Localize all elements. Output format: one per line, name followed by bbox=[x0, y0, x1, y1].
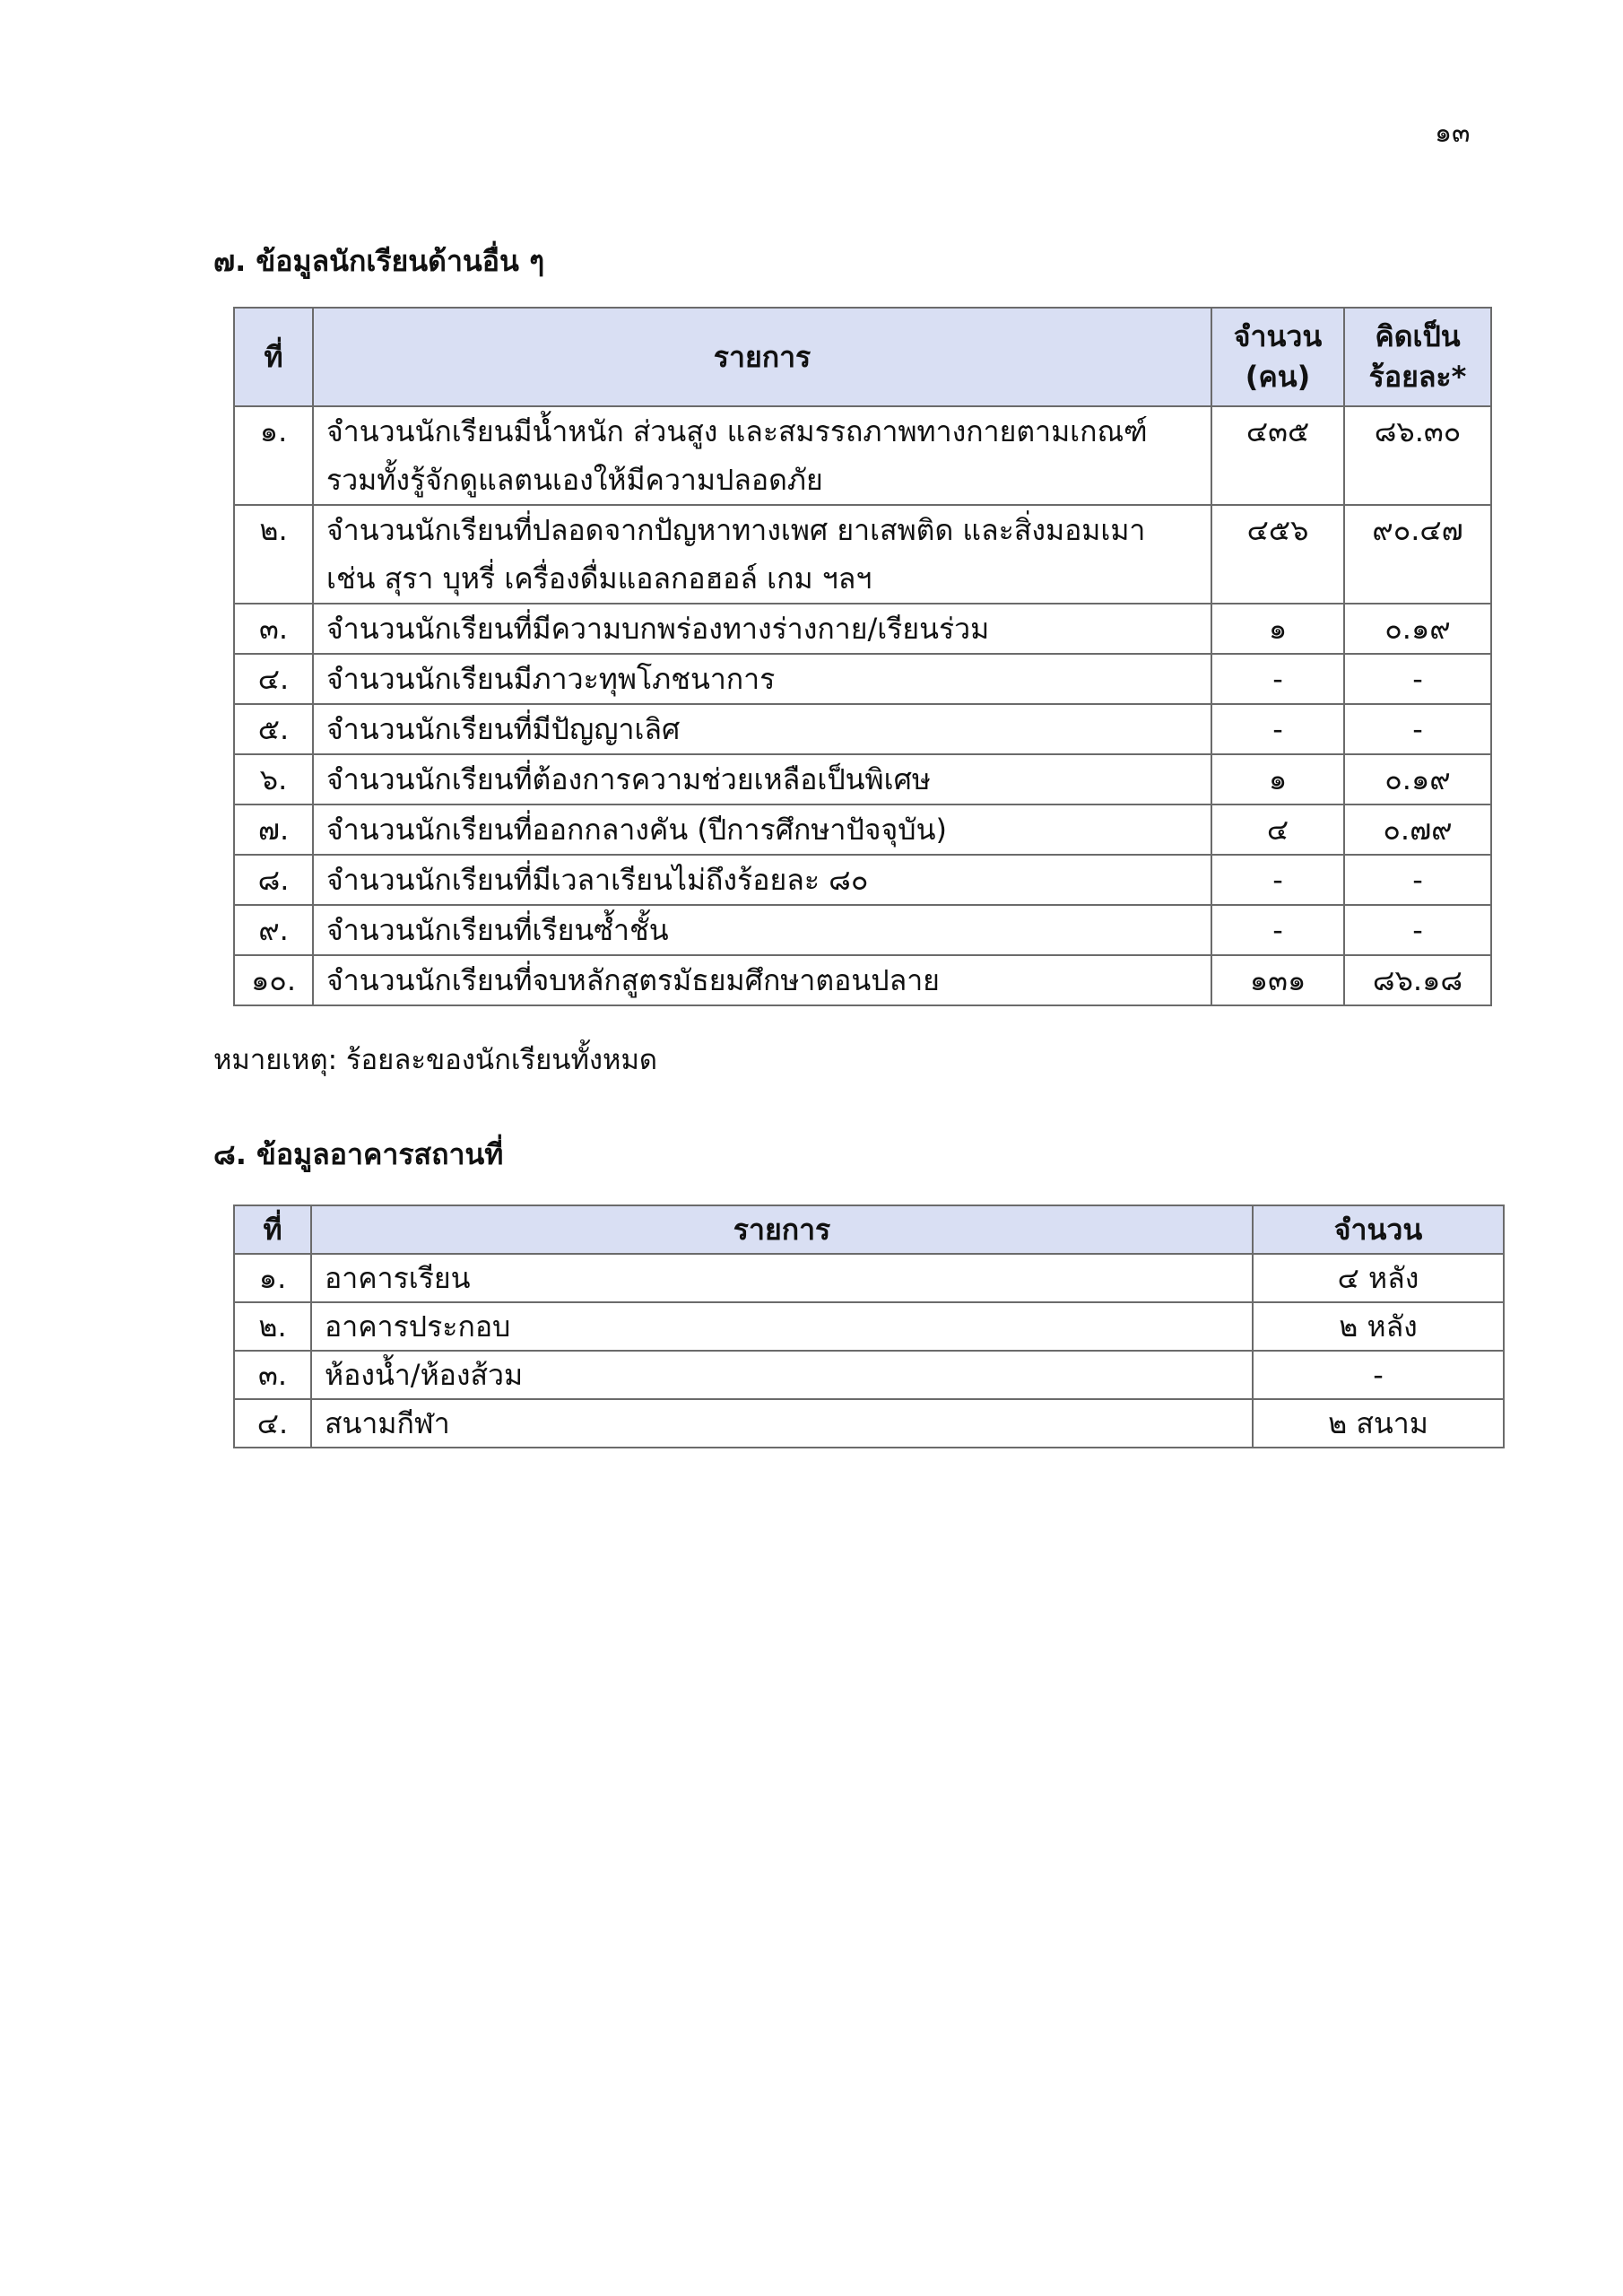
row-count: - bbox=[1211, 905, 1344, 955]
row-count: ๔๕๖ bbox=[1211, 505, 1344, 604]
row-no: ๕. bbox=[234, 704, 313, 754]
table-row bbox=[234, 1302, 1504, 1351]
header-count-line1: จำนวน bbox=[1233, 319, 1323, 354]
row-no: ๔. bbox=[234, 1399, 311, 1448]
row-item: จำนวนนักเรียนที่มีเวลาเรียนไม่ถึงร้อยละ ๘๐ bbox=[313, 855, 1211, 905]
row-no: ๗. bbox=[234, 804, 313, 855]
row-no: ๖. bbox=[234, 754, 313, 804]
row-percent: - bbox=[1344, 654, 1491, 704]
header-count-line2: (คน) bbox=[1245, 360, 1311, 394]
row-no: ๑. bbox=[234, 1254, 311, 1302]
header-no: ที่ bbox=[234, 308, 313, 406]
row-percent: - bbox=[1344, 855, 1491, 905]
row-item: จำนวนนักเรียนที่เรียนซ้ำชั้น bbox=[313, 905, 1211, 955]
student-info-table bbox=[233, 307, 1492, 1006]
row-percent: ๘๖.๑๘ bbox=[1344, 955, 1491, 1005]
table-note: หมายเหตุ: ร้อยละของนักเรียนทั้งหมด bbox=[213, 1044, 658, 1076]
header-no: ที่ bbox=[234, 1205, 311, 1254]
building-info-table bbox=[233, 1205, 1505, 1448]
row-percent: ๐.๑๙ bbox=[1344, 754, 1491, 804]
row-no: ๒. bbox=[234, 1302, 311, 1351]
row-no: ๑. bbox=[234, 406, 313, 505]
table-row bbox=[234, 505, 1491, 604]
row-no: ๑๐. bbox=[234, 955, 313, 1005]
header-percent-line1: คิดเป็น bbox=[1375, 319, 1461, 354]
row-percent: ๐.๗๙ bbox=[1344, 804, 1491, 855]
row-item: อาคารประกอบ bbox=[311, 1302, 1253, 1351]
table-row bbox=[234, 1254, 1504, 1302]
row-count: ๔ bbox=[1211, 804, 1344, 855]
row-no: ๓. bbox=[234, 1351, 311, 1399]
row-count: - bbox=[1253, 1351, 1504, 1399]
section-7-title: ๗. ข้อมูลนักเรียนด้านอื่น ๆ bbox=[213, 244, 545, 278]
table-row bbox=[234, 905, 1491, 955]
table-row bbox=[234, 604, 1491, 654]
row-count: - bbox=[1211, 654, 1344, 704]
table-header-row bbox=[234, 1205, 1504, 1254]
row-count: - bbox=[1211, 855, 1344, 905]
header-percent-line2: ร้อยละ* bbox=[1368, 360, 1467, 394]
row-no: ๙. bbox=[234, 905, 313, 955]
header-count bbox=[1211, 308, 1344, 406]
row-item: จำนวนนักเรียนที่ต้องการความช่วยเหลือเป็นพิเศษ bbox=[313, 754, 1211, 804]
table-row bbox=[234, 955, 1491, 1005]
table-row bbox=[234, 654, 1491, 704]
row-item: จำนวนนักเรียนที่ออกกลางคัน (ปีการศึกษาปัจจุบัน) bbox=[313, 804, 1211, 855]
row-percent: - bbox=[1344, 704, 1491, 754]
row-percent: ๐.๑๙ bbox=[1344, 604, 1491, 654]
row-count: - bbox=[1211, 704, 1344, 754]
row-item: จำนวนนักเรียนที่มีปัญญาเลิศ bbox=[313, 704, 1211, 754]
row-count: ๔ หลัง bbox=[1253, 1254, 1504, 1302]
row-item: อาคารเรียน bbox=[311, 1254, 1253, 1302]
header-item: รายการ bbox=[311, 1205, 1253, 1254]
row-no: ๒. bbox=[234, 505, 313, 604]
row-count: ๑๓๑ bbox=[1211, 955, 1344, 1005]
table-row bbox=[234, 704, 1491, 754]
table-header-row bbox=[234, 308, 1491, 406]
row-count: ๒ หลัง bbox=[1253, 1302, 1504, 1351]
row-count: ๒ สนาม bbox=[1253, 1399, 1504, 1448]
row-item: ห้องน้ำ/ห้องส้วม bbox=[311, 1351, 1253, 1399]
header-count: จำนวน bbox=[1253, 1205, 1504, 1254]
row-count: ๑ bbox=[1211, 754, 1344, 804]
row-percent: - bbox=[1344, 905, 1491, 955]
row-percent: ๘๖.๓๐ bbox=[1344, 406, 1491, 505]
row-item: จำนวนนักเรียนที่จบหลักสูตรมัธยมศึกษาตอนปลาย bbox=[313, 955, 1211, 1005]
page-number: ๑๓ bbox=[1435, 117, 1471, 149]
table-row bbox=[234, 406, 1491, 505]
row-no: ๓. bbox=[234, 604, 313, 654]
row-no: ๘. bbox=[234, 855, 313, 905]
row-percent: ๙๐.๔๗ bbox=[1344, 505, 1491, 604]
row-no: ๔. bbox=[234, 654, 313, 704]
table-row bbox=[234, 804, 1491, 855]
row-item: จำนวนนักเรียนที่ปลอดจากปัญหาทางเพศ ยาเสพติด และสิ่งมอมเมา เช่น สุรา บุหรี่ เครื่องดื่มแอลกอฮอล์ เกม ฯลฯ bbox=[313, 505, 1211, 604]
row-item: จำนวนนักเรียนมีภาวะทุพโภชนาการ bbox=[313, 654, 1211, 704]
table-row bbox=[234, 754, 1491, 804]
section-8-title: ๘. ข้อมูลอาคารสถานที่ bbox=[213, 1137, 504, 1171]
header-percent bbox=[1344, 308, 1491, 406]
table-row bbox=[234, 1399, 1504, 1448]
header-item: รายการ bbox=[313, 308, 1211, 406]
row-item: สนามกีฬา bbox=[311, 1399, 1253, 1448]
row-count: ๔๓๕ bbox=[1211, 406, 1344, 505]
row-item: จำนวนนักเรียนที่มีความบกพร่องทางร่างกาย/เรียนร่วม bbox=[313, 604, 1211, 654]
table-row bbox=[234, 855, 1491, 905]
row-count: ๑ bbox=[1211, 604, 1344, 654]
table-row bbox=[234, 1351, 1504, 1399]
row-item: จำนวนนักเรียนมีน้ำหนัก ส่วนสูง และสมรรถภาพทางกายตามเกณฑ์ รวมทั้งรู้จักดูแลตนเองให้มีความปลอดภัย bbox=[313, 406, 1211, 505]
